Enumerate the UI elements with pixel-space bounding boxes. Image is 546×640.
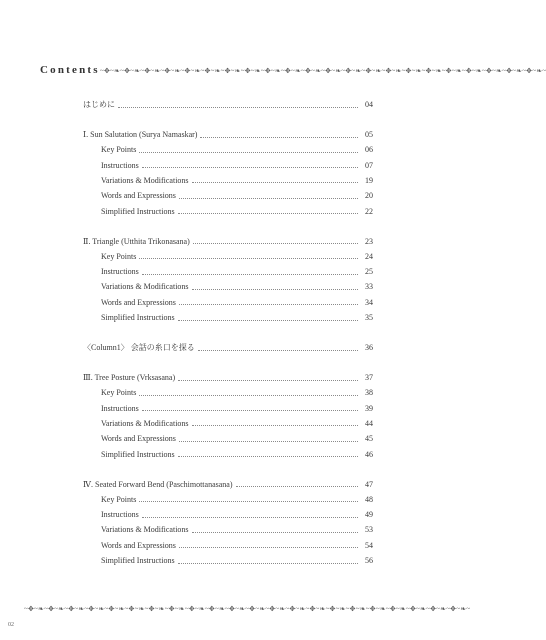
- ornament-divider-bottom: ~✥~❧~✥~❧~✥~❧~✥~❧~✥~❧~✥~❧~✥~❧~✥~❧~✥~❧~✥~❧~✥~❧~✥~❧~✥~❧~✥~❧~✥~❧~✥~❧~✥~❧~✥~❧~✥~❧~✥~❧~✥~❧~✥~❧~: [24, 605, 471, 613]
- toc-subentry: [83, 296, 373, 310]
- toc-entry-title: Instructions: [101, 267, 139, 277]
- toc-entry-title: Variations & Modifications: [101, 282, 189, 292]
- toc-page-number: 56: [365, 556, 373, 565]
- dot-leader: [192, 289, 358, 290]
- toc-entry-title: Key Points: [101, 145, 137, 155]
- toc-page-number: 19: [365, 175, 373, 185]
- dot-leader: [142, 517, 358, 518]
- toc-entry-title: Words and Expressions: [101, 540, 176, 550]
- dot-leader: [192, 532, 358, 533]
- toc-entry-title: Simplified Instructions: [101, 313, 175, 322]
- toc-entry: [83, 371, 373, 385]
- toc-page-number: 36: [365, 343, 373, 352]
- toc-entry-title: Ⅳ. Seated Forward Bend (Paschimottanasana): [83, 479, 233, 489]
- toc-entry-title: Simplified Instructions: [101, 449, 175, 459]
- toc-page-number: 48: [365, 494, 373, 504]
- toc-entry-title: Ⅲ. Tree Posture (Vrksasana): [83, 373, 176, 382]
- toc-page-number: 54: [365, 540, 373, 550]
- toc-page-number: 46: [365, 449, 373, 459]
- dot-leader: [142, 410, 358, 411]
- toc-entry-title: Instructions: [101, 510, 139, 520]
- toc-entry-title: Variations & Modifications: [101, 418, 189, 428]
- toc-subentry: [83, 174, 373, 188]
- toc-entry-title: Words and Expressions: [101, 191, 176, 201]
- toc-subentry: [83, 189, 373, 203]
- toc-page-number: 07: [365, 160, 373, 170]
- toc-subentry: [83, 417, 373, 431]
- toc-subentry: [83, 402, 373, 416]
- toc-subentry: [83, 493, 373, 507]
- toc-entry-title: Key Points: [101, 494, 137, 504]
- toc-page-number: 22: [365, 206, 373, 216]
- dot-leader: [192, 182, 358, 183]
- dot-leader: [139, 501, 358, 502]
- toc-page-number: 34: [365, 297, 373, 307]
- dot-leader: [236, 486, 358, 487]
- toc-subentry: [83, 159, 373, 173]
- toc-entry-title: Key Points: [101, 388, 137, 398]
- toc-entry-title: Instructions: [101, 160, 139, 170]
- dot-leader: [200, 137, 358, 138]
- toc-page-number: 44: [365, 418, 373, 428]
- toc-subentry: [83, 205, 373, 219]
- toc-subentry: [83, 265, 373, 279]
- dot-leader: [139, 152, 358, 153]
- toc-entry-title: Ⅰ. Sun Salutation (Surya Namaskar): [83, 130, 198, 139]
- toc-subentry: [83, 539, 373, 553]
- dot-leader: [178, 213, 358, 214]
- dot-leader: [178, 563, 358, 564]
- dot-leader: [178, 380, 358, 381]
- page-number: 02: [8, 622, 14, 628]
- toc-entry: [83, 478, 373, 492]
- toc-entry: [83, 235, 373, 249]
- toc-page-number: 45: [365, 434, 373, 444]
- toc-subentry: [83, 143, 373, 157]
- toc-page-number: 05: [365, 130, 373, 139]
- toc-page-number: 06: [365, 145, 373, 155]
- dot-leader: [179, 547, 358, 548]
- toc-subentry: [83, 432, 373, 446]
- toc-subentry: [83, 311, 373, 325]
- toc-page-number: 49: [365, 510, 373, 520]
- toc-entry-title: Simplified Instructions: [101, 206, 175, 216]
- toc-subentry: [83, 280, 373, 294]
- toc-subentry: [83, 554, 373, 568]
- toc-page-number: 20: [365, 191, 373, 201]
- dot-leader: [142, 167, 358, 168]
- dot-leader: [192, 425, 358, 426]
- toc-subentry: [83, 386, 373, 400]
- toc-entry: [83, 128, 373, 142]
- toc-entry-title: Key Points: [101, 251, 137, 261]
- dot-leader: [178, 456, 358, 457]
- toc-page-number: 38: [365, 388, 373, 398]
- toc-entry: [83, 341, 373, 355]
- dot-leader: [139, 258, 358, 259]
- toc-entry: [83, 98, 373, 112]
- toc-entry-title: Variations & Modifications: [101, 175, 189, 185]
- toc-page-number: 37: [365, 373, 373, 382]
- toc-entry-title: 〈Column1〉 会話の糸口を探る: [83, 343, 195, 352]
- toc-page-number: 35: [365, 313, 373, 322]
- dot-leader: [142, 274, 358, 275]
- toc-subentry: [83, 523, 373, 537]
- toc-page-number: 04: [365, 100, 373, 109]
- toc-page-number: 47: [365, 479, 373, 489]
- dot-leader: [179, 441, 358, 442]
- toc-entry-title: Words and Expressions: [101, 297, 176, 307]
- dot-leader: [179, 304, 358, 305]
- toc-entry-title: Simplified Instructions: [101, 556, 175, 565]
- toc-page-number: 25: [365, 267, 373, 277]
- contents-heading: Contents: [40, 64, 100, 76]
- toc-page-number: 24: [365, 251, 373, 261]
- toc-page-number: 23: [365, 236, 373, 246]
- toc-page-number: 53: [365, 525, 373, 535]
- ornament-divider-top: ~✥~❧~✥~❧~✥~❧~✥~❧~✥~❧~✥~❧~✥~❧~✥~❧~✥~❧~✥~❧~✥~❧~✥~❧~✥~❧~✥~❧~✥~❧~✥~❧~✥~❧~✥~❧~✥~❧~✥~❧~✥~❧~✥~❧~: [100, 67, 546, 75]
- toc-entry-title: Words and Expressions: [101, 434, 176, 444]
- toc-subentry: [83, 250, 373, 264]
- dot-leader: [193, 243, 358, 244]
- toc-subentry: [83, 448, 373, 462]
- toc-page-number: 39: [365, 403, 373, 413]
- dot-leader: [178, 320, 358, 321]
- toc-entry-title: Ⅱ. Triangle (Utthita Trikonasana): [83, 236, 190, 246]
- toc-entry-title: はじめに: [83, 100, 115, 109]
- toc-page-number: 33: [365, 282, 373, 292]
- toc-entry-title: Variations & Modifications: [101, 525, 189, 535]
- dot-leader: [198, 350, 358, 351]
- toc-entry-title: Instructions: [101, 403, 139, 413]
- toc-subentry: [83, 508, 373, 522]
- dot-leader: [179, 198, 358, 199]
- dot-leader: [139, 395, 358, 396]
- dot-leader: [118, 107, 358, 108]
